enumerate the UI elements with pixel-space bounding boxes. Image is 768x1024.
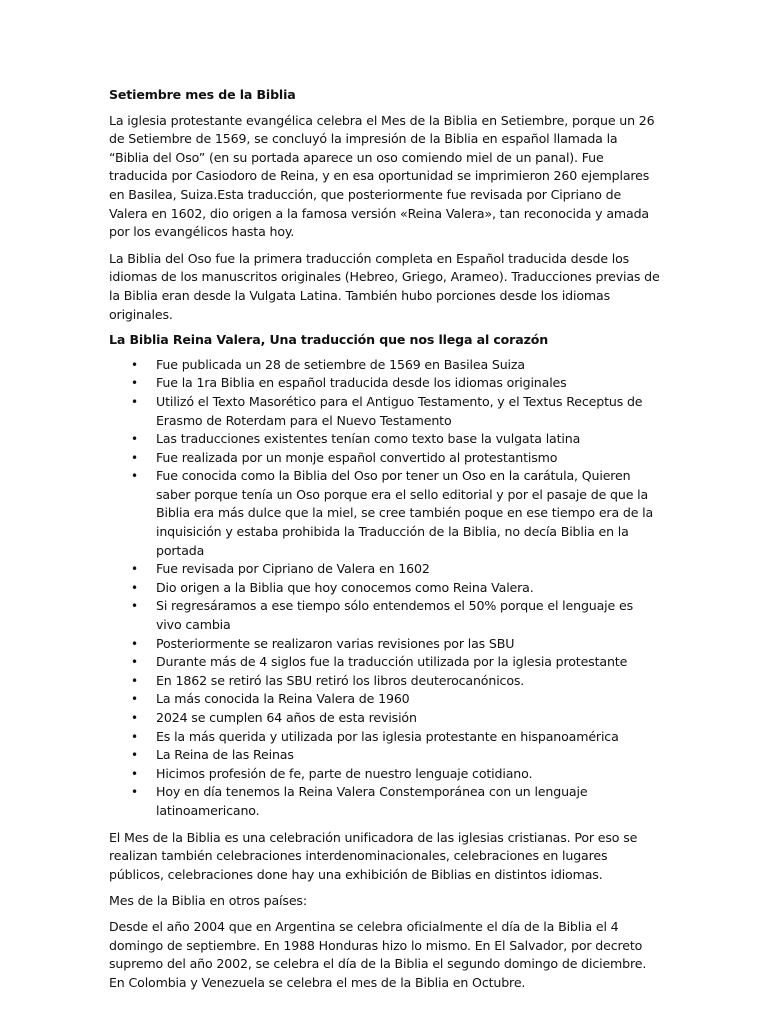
bullet-icon: • xyxy=(131,636,138,651)
document-title: Setiembre mes de la Biblia xyxy=(109,87,296,102)
document-page xyxy=(109,86,661,999)
bullet-icon: • xyxy=(131,729,138,744)
list-item-text: Fue conocida como la Biblia del Oso por tener un Oso en la carátula, Quieren saber porque tenía un Oso porque era el sello editorial y por el pasaje de que la Biblia era más dulce que la miel, se cree también poque en ese tiempo era de la inquisición y estaba prohibida la Traducción de la Biblia, no decía Biblia en la portada xyxy=(156,468,654,558)
bullet-icon: • xyxy=(131,432,138,447)
list-item xyxy=(109,393,661,430)
intro-paragraph: La iglesia protestante evangélica celebra el Mes de la Biblia en Setiembre, porque un 26 de Setiembre de 1569, se concluyó la impresión de la Biblia en español llamada la “Biblia del Oso” (en su portada aparece un oso comiendo miel de un panal). Fue traducida por Casiodoro de Reina, y en esa oportunidad se imprimieron 260 ejemplares en Basilea, Suiza.Esta traducción, que posteriormente fue revisada por Cipriano de Valera en 1602, dio origen a la famosa versión «Reina Valera», tan reconocida y amada por los evangélicos hasta hoy. xyxy=(109,112,655,240)
bullet-icon: • xyxy=(131,766,138,781)
other-countries-label: Mes de la Biblia en otros países: xyxy=(109,893,307,909)
list-item-text: Durante más de 4 siglos fue la traducción utilizada por la iglesia protestante xyxy=(156,654,628,670)
oso-paragraph: La Biblia del Oso fue la primera traducción completa en Español traducida desde los idiomas de los manuscritos originales (Hebreo, Griego, Arameo). Traducciones previas de la Biblia eran desde la Vulgata Latina. También hubo porciones desde los idiomas originales. xyxy=(109,250,660,322)
list-item-text: 2024 se cumplen 64 años de esta revisión xyxy=(156,710,417,725)
list-item xyxy=(109,728,661,747)
bullet-icon: • xyxy=(131,692,138,707)
list-item xyxy=(109,653,661,672)
list-item xyxy=(109,783,661,820)
bullet-icon: • xyxy=(131,562,138,577)
bullet-icon: • xyxy=(131,450,138,465)
list-item-text: En 1862 se retiró las SBU retiró los libros deuterocanónicos. xyxy=(156,672,525,688)
list-item xyxy=(109,560,661,579)
bullet-icon: • xyxy=(131,376,138,391)
bullet-icon: • xyxy=(131,394,138,409)
list-item xyxy=(109,690,661,709)
list-item xyxy=(109,709,661,728)
list-item xyxy=(109,374,661,393)
bullet-icon: • xyxy=(131,748,138,763)
list-item-text: Dio origen a la Biblia que hoy conocemos como Reina Valera. xyxy=(156,579,534,595)
list-item-text: Es la más querida y utilizada por las iglesia protestante en hispanoamérica xyxy=(156,728,619,744)
list-item xyxy=(109,579,661,598)
list-item xyxy=(109,430,661,449)
list-item-text: Hoy en día tenemos la Reina Valera Constemporánea con un lenguaje latinoamericano. xyxy=(156,784,588,818)
list-item xyxy=(109,449,661,468)
bullet-icon: • xyxy=(131,711,138,725)
bullet-icon: • xyxy=(131,673,138,688)
list-item-text: Las traducciones existentes tenían como texto base la vulgata latina xyxy=(156,431,581,447)
list-item-text: Fue publicada un 28 de setiembre de 1569 en Basilea Suiza xyxy=(156,356,525,372)
bullet-icon: • xyxy=(131,580,138,595)
bullet-list xyxy=(109,356,661,821)
list-item xyxy=(109,635,661,654)
bullet-icon: • xyxy=(131,469,138,484)
list-item-text: La más conocida la Reina Valera de 1960 xyxy=(156,691,410,707)
list-item-text: Hicimos profesión de fe, parte de nuestro lenguaje cotidiano. xyxy=(156,765,533,781)
list-item-text: Utilizó el Texto Masorético para el Antiguo Testamento, y el Textus Receptus de Erasmo de Roterdam para el Nuevo Testamento xyxy=(156,393,643,428)
list-item-text: Fue la 1ra Biblia en español traducida desde los idiomas originales xyxy=(156,375,567,391)
bullet-icon: • xyxy=(131,655,138,670)
list-item-text: Posteriormente se realizaron varias revisiones por las SBU xyxy=(156,635,515,651)
list-item xyxy=(109,765,661,784)
celebration-paragraph: El Mes de la Biblia es una celebración unificadora de las iglesias cristianas. Por eso se realizan también celebraciones interdenominacionales, celebraciones en lugares públicos, celebraciones done hay una exhibición de Biblias en distintos idiomas. xyxy=(109,829,638,882)
list-item xyxy=(109,672,661,691)
list-item xyxy=(109,597,661,634)
list-item xyxy=(109,467,661,560)
section-subheading: La Biblia Reina Valera, Una traducción que nos llega al corazón xyxy=(109,332,549,348)
list-item-text: La Reina de las Reinas xyxy=(156,747,294,763)
list-item-text: Si regresáramos a ese tiempo sólo entendemos el 50% porque el lenguaje es vivo cambia xyxy=(156,598,633,633)
list-item-text: Fue realizada por un monje español convertido al protestantismo xyxy=(156,449,558,465)
bullet-icon: • xyxy=(131,785,138,800)
bullet-icon: • xyxy=(131,357,138,372)
list-item-text: Fue revisada por Cipriano de Valera en 1602 xyxy=(156,561,430,577)
list-item xyxy=(109,356,661,375)
other-countries-paragraph: Desde el año 2004 que en Argentina se celebra oficialmente el día de la Biblia el 4 domingo de septiembre. En 1988 Honduras hizo lo mismo. En El Salvador, por decreto supremo del año 2002, se celebra el día de la Biblia el segundo domingo de diciembre. En Colombia y Venezuela se celebra el mes de la Biblia en Octubre. xyxy=(109,918,647,990)
list-item xyxy=(109,746,661,765)
bullet-icon: • xyxy=(131,599,138,614)
